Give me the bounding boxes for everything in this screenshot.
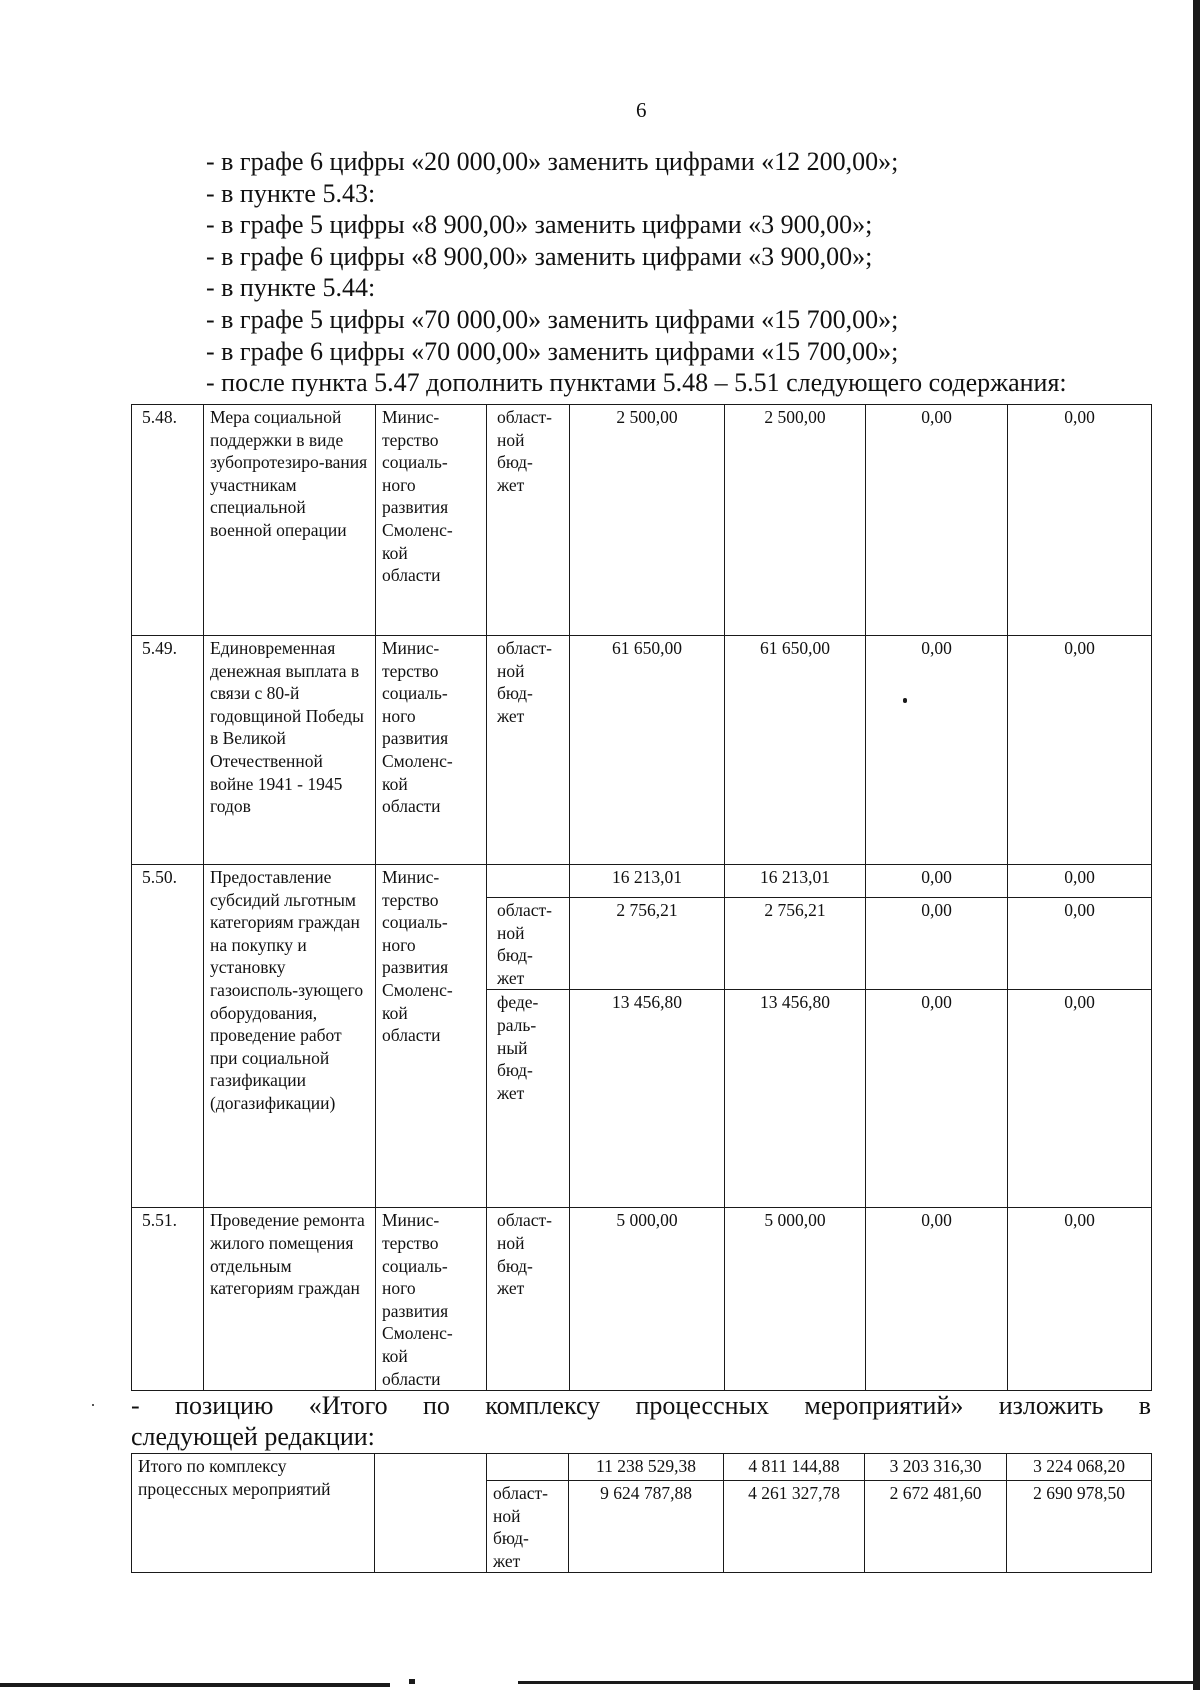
value-year-2: 0,00	[866, 1208, 1008, 1391]
instruction-line: - в пункте 5.43:	[206, 178, 376, 208]
item-executor-text: Минис- терство социаль- ного развития Смоленс- кой области	[382, 638, 453, 817]
value-year-1: 61 650,00	[725, 636, 866, 865]
scan-speck	[903, 698, 907, 703]
funding-source	[487, 865, 570, 898]
scan-bottom-dot	[409, 1679, 415, 1684]
value-year-3: 0,00	[1008, 1208, 1152, 1391]
item-description-text: Проведение ремонта жилого помещения отдельным категориям граждан	[210, 1210, 365, 1299]
instruction-line: - в графе 6 цифры «8 900,00» заменить цифрами «3 900,00»;	[206, 241, 873, 271]
item-executor	[376, 405, 487, 636]
totals-table	[131, 1453, 1152, 1573]
totals-label: Итого по комплексу процессных мероприятий	[132, 1454, 375, 1573]
paragraph-line: следующей редакции:	[131, 1422, 375, 1451]
funding-source-text: феде- раль- ный бюд- жет	[497, 992, 539, 1103]
totals-executor	[375, 1454, 487, 1573]
value-year-2: 0,00	[866, 405, 1008, 636]
value-year-1: 16 213,01	[725, 865, 866, 898]
value-total: 61 650,00	[570, 636, 725, 865]
value-year-3: 0,00	[1008, 990, 1152, 1208]
value-year-1: 13 456,80	[725, 990, 866, 1208]
funding-source-text: област- ной бюд- жет	[497, 407, 552, 495]
instruction-line: - после пункта 5.47 дополнить пунктами 5.48 – 5.51 следующего содержания:	[206, 368, 1067, 398]
funding-source	[487, 990, 570, 1208]
value-year-3: 2 690 978,50	[1007, 1481, 1152, 1573]
value-year-2: 0,00	[866, 636, 1008, 865]
value-year-1: 5 000,00	[725, 1208, 866, 1391]
funding-source	[487, 405, 570, 636]
funding-source	[487, 898, 570, 990]
table-row	[132, 1454, 1152, 1481]
item-description-text: Мера социальной поддержки в виде зубопротезиро-вания участникам специальной военной операции	[210, 407, 368, 540]
paragraph-line: - позицию «Итого по комплексу процессных мероприятий» изложить в	[131, 1391, 1151, 1420]
page-number: 6	[636, 98, 647, 122]
new-items-table	[131, 404, 1152, 1391]
item-number: 5.49.	[132, 636, 204, 865]
value-year-1: 2 756,21	[725, 898, 866, 990]
value-total: 5 000,00	[570, 1208, 725, 1391]
value-total: 9 624 787,88	[569, 1481, 724, 1573]
table-row	[132, 1208, 1152, 1391]
table-row	[132, 405, 1152, 636]
item-description-text: Предоставление субсидий льготным категориям граждан на покупку и установку газоисполь-зующего оборудования, проведение работ при социальной газификации (догазификации)	[210, 867, 364, 1113]
item-number: 5.50.	[132, 865, 204, 1208]
funding-source-text: област- ной бюд- жет	[497, 900, 552, 988]
item-description-text: Единовременная денежная выплата в связи с 80-й годовщиной Победы в Великой Отечественной войне 1941 - 1945 годов	[210, 638, 364, 817]
item-executor	[376, 636, 487, 865]
value-year-1: 4 811 144,88	[724, 1454, 865, 1481]
scan-speck	[92, 1404, 94, 1406]
item-description	[204, 1208, 376, 1391]
item-executor-text: Минис- терство социаль- ного развития Смоленс- кой области	[382, 867, 453, 1046]
value-year-1: 2 500,00	[725, 405, 866, 636]
value-year-3: 0,00	[1008, 898, 1152, 990]
value-total: 13 456,80	[570, 990, 725, 1208]
item-executor	[376, 1208, 487, 1391]
item-executor	[376, 865, 487, 1208]
value-total: 16 213,01	[570, 865, 725, 898]
funding-source	[487, 1454, 569, 1481]
scan-right-edge	[1193, 0, 1200, 1690]
table-row	[132, 636, 1152, 865]
instruction-line: - в пункте 5.44:	[206, 273, 376, 303]
instruction-line: - в графе 5 цифры «70 000,00» заменить цифрами «15 700,00»;	[206, 304, 899, 334]
value-year-2: 3 203 316,30	[865, 1454, 1007, 1481]
value-year-2: 2 672 481,60	[865, 1481, 1007, 1573]
item-number: 5.48.	[132, 405, 204, 636]
value-year-3: 0,00	[1008, 636, 1152, 865]
instruction-line: - в графе 6 цифры «70 000,00» заменить цифрами «15 700,00»;	[206, 336, 899, 366]
funding-source-text: област- ной бюд- жет	[497, 1210, 552, 1299]
value-total: 11 238 529,38	[569, 1454, 724, 1481]
value-total: 2 756,21	[570, 898, 725, 990]
value-year-3: 0,00	[1008, 405, 1152, 636]
item-description	[204, 865, 376, 1208]
scan-bottom-line	[518, 1681, 1193, 1684]
amendment-instructions	[206, 146, 1166, 399]
item-executor-text: Минис- терство социаль- ного развития Смоленс- кой области	[382, 1210, 453, 1389]
value-year-2: 0,00	[866, 865, 1008, 898]
funding-source-text: област- ной бюд- жет	[493, 1483, 548, 1571]
item-description	[204, 636, 376, 865]
funding-source-text: област- ной бюд- жет	[497, 638, 552, 726]
value-year-3: 0,00	[1008, 865, 1152, 898]
funding-source	[487, 636, 570, 865]
table-row	[132, 865, 1152, 898]
totals-paragraph	[131, 1390, 1151, 1452]
instruction-line: - в графе 5 цифры «8 900,00» заменить цифрами «3 900,00»;	[206, 210, 873, 240]
item-description	[204, 405, 376, 636]
value-year-2: 0,00	[866, 898, 1008, 990]
funding-source	[487, 1481, 569, 1573]
instruction-line: - в графе 6 цифры «20 000,00» заменить цифрами «12 200,00»;	[206, 147, 899, 176]
value-year-2: 0,00	[866, 990, 1008, 1208]
value-year-1: 4 261 327,78	[724, 1481, 865, 1573]
item-number: 5.51.	[132, 1208, 204, 1391]
value-year-3: 3 224 068,20	[1007, 1454, 1152, 1481]
value-total: 2 500,00	[570, 405, 725, 636]
funding-source	[487, 1208, 570, 1391]
scan-bottom-line	[0, 1683, 390, 1687]
item-executor-text: Минис- терство социаль- ного развития Смоленс- кой области	[382, 407, 453, 586]
